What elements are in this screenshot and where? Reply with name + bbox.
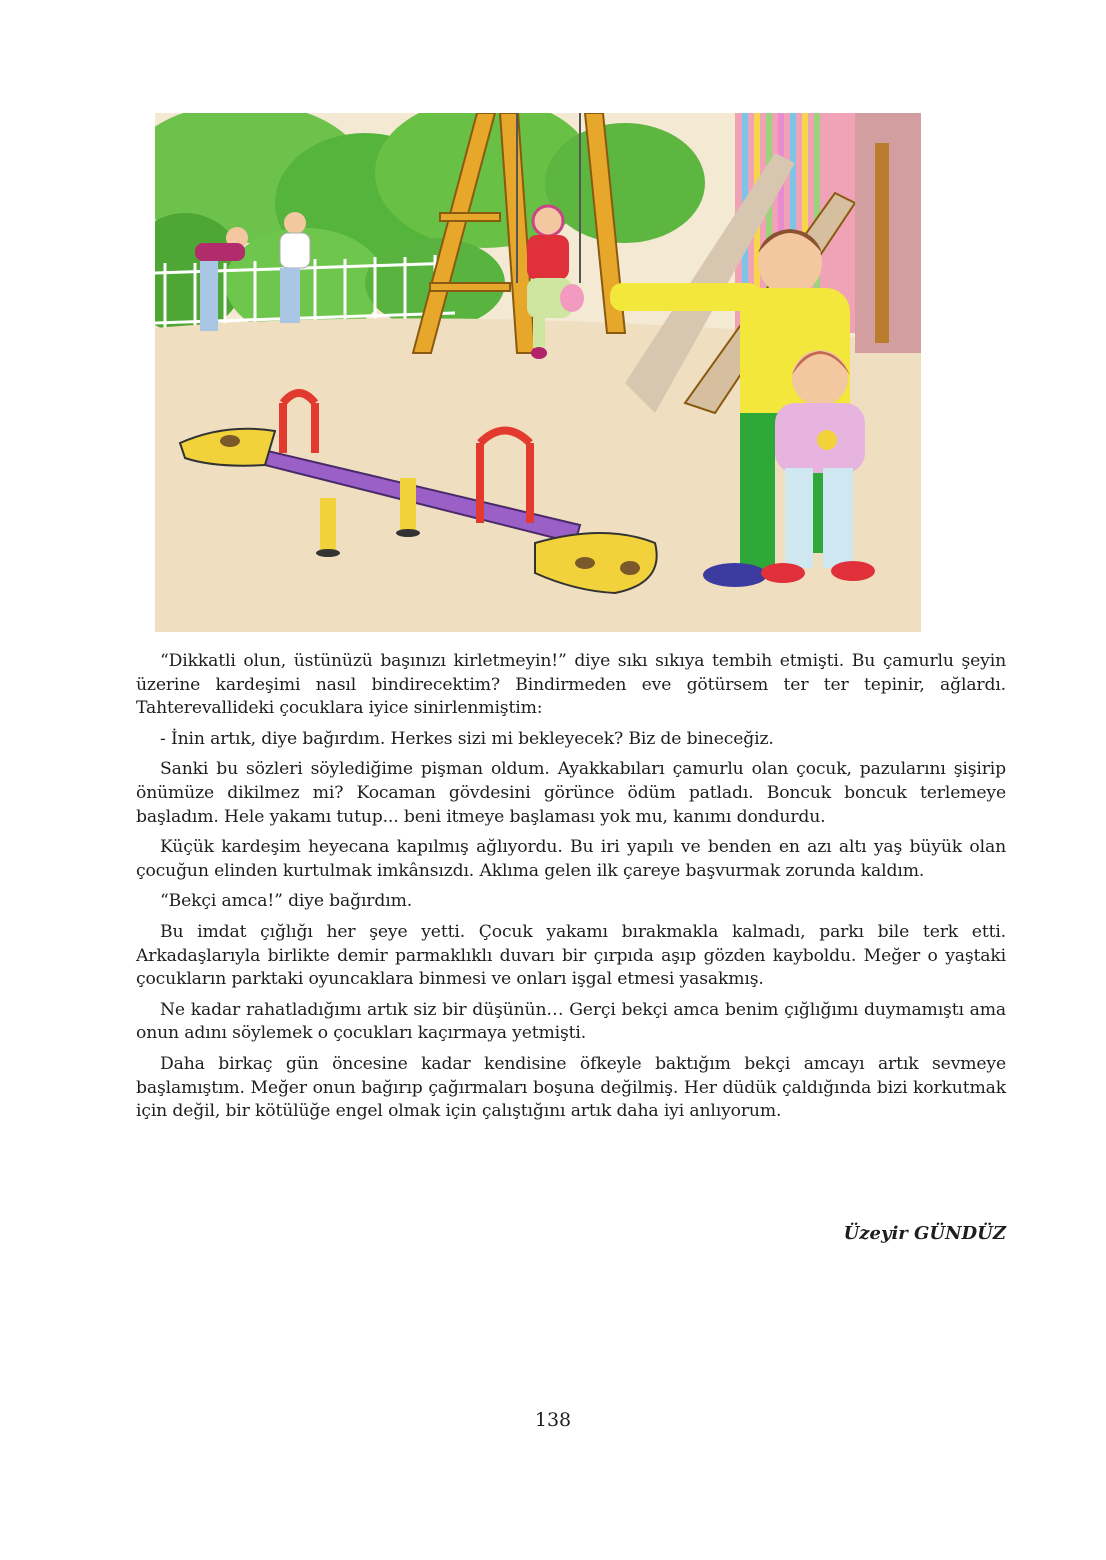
paragraph: Sanki bu sözleri söylediğime pişman oldum. Ayakkabıları çamurlu olan çocuk, pazularını şişirip önümüze dikilmez mi? Kocaman gövdesini görünce ödüm patladı. Boncuk boncuk terlemeye başladım. Hele yakamı tutup... beni itmeye başlaması yok mu, kanımı dondurdu. [136, 759, 1006, 827]
paragraph: Küçük kardeşim heyecana kapılmış ağlıyordu. Bu iri yapılı ve benden en azı altı yaş büyük olan çocuğun elinden kurtulmak imkânsızdı. Aklıma gelen ilk çareye başvurmak zorunda kaldım. [136, 837, 1006, 881]
paragraph: “Dikkatli olun, üstünüzü başınızı kirletmeyin!” diye sıkı sıkıya tembih etmişti. Bu çamurlu şeyin üzerine kardeşimi nasıl bindirecektim? Bindirmeden eve götürsem ter ter tepinir, ağlardı. Tahterevallideki çocuklara iyice sinirlenmiştim: [136, 651, 1006, 719]
paragraph: Ne kadar rahatladığımı artık siz bir düşünün… Gerçi bekçi amca benim çığlığımı duymamıştı ama onun adını söylemek o çocukları kaçırmaya yetmişti. [136, 999, 1006, 1044]
paragraph: Bu imdat çığlığı her şeye yetti. Çocuk yakamı bırakmakla kalmadı, parkı bile terk etti. Arkadaşlarıyla birlikte demir parmaklıklı duvarı bir çırpıda aşıp gözden kayboldu. Meğer o yaştaki çocukların parktaki oyuncaklara binmesi ve onları işgal etmesi yasakmış. [136, 921, 1006, 990]
paragraph: “Bekçi amca!” diye bağırdım. [160, 891, 413, 912]
author-name: Üzeyir GÜNDÜZ [843, 1223, 1006, 1244]
page-number: 138 [534, 1409, 572, 1431]
playground-drawing [155, 113, 921, 632]
paragraph: Daha birkaç gün öncesine kadar kendisine öfkeyle baktığım bekçi amcayı artık sevmeye başlamıştım. Meğer onun bağırıp çağırmaları boşuna değilmiş. Her düdük çaldığında bizi korkutmak için değil, bir kötülüğe engel olmak için çalıştığını artık daha iyi anlıyorum. [136, 1053, 1006, 1122]
story-text [136, 650, 1006, 1131]
paragraph: - İnin artık, diye bağırdım. Herkes sizi mi bekleyecek? Biz de bineceğiz. [160, 728, 774, 749]
playground-illustration [155, 113, 921, 632]
